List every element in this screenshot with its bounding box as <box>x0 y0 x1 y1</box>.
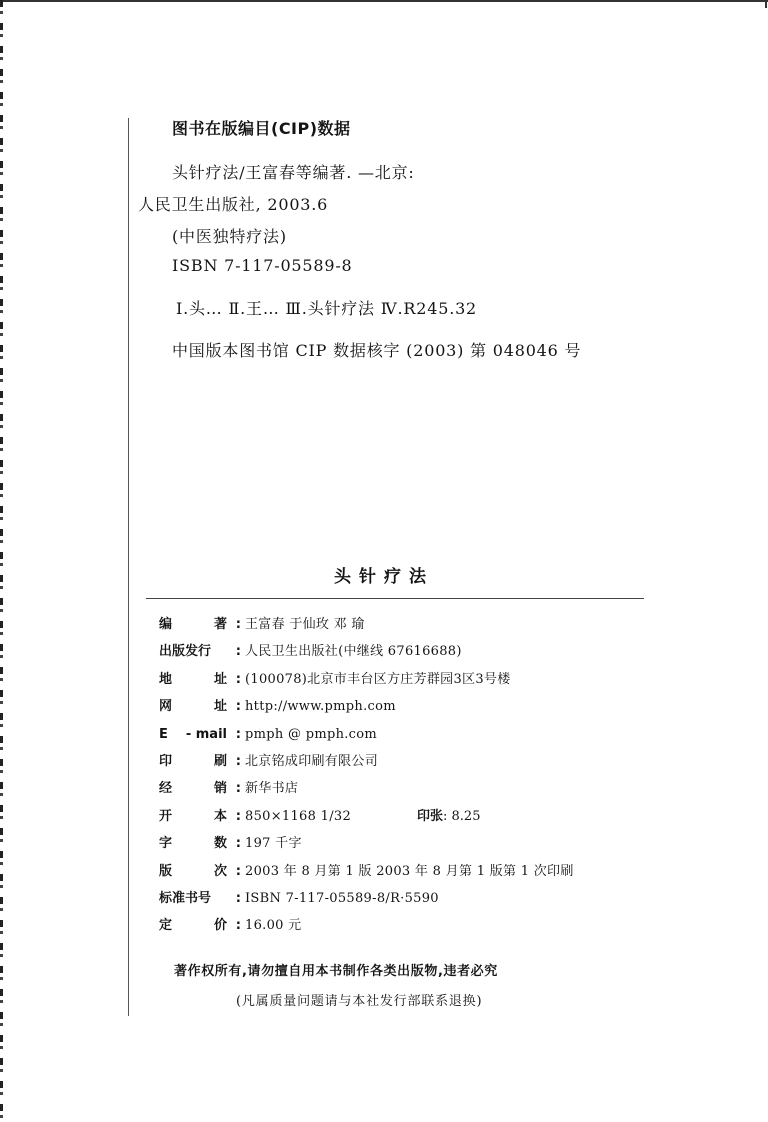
imprint-row-value: 人民卫生出版社(中继线 67616688) <box>245 644 462 660</box>
imprint-row-value: 197 千字 <box>245 836 302 852</box>
imprint-extra <box>417 808 480 826</box>
imprint-row <box>159 616 659 643</box>
imprint-label-part: 印 <box>159 753 173 769</box>
imprint-label-part: 版 <box>159 863 173 879</box>
cip-line-title-author: 头针疗法/王富春等编著. —北京: <box>172 163 415 182</box>
imprint-label-part: 编 <box>159 617 173 632</box>
label-colon: : <box>235 918 241 934</box>
imprint-row <box>159 890 659 917</box>
cip-line-series: (中医独特疗法) <box>172 227 287 246</box>
imprint-label-part: 址 <box>213 671 227 687</box>
imprint-row <box>159 726 659 753</box>
label-colon: : <box>235 617 241 632</box>
imprint-label-part: - mail <box>185 726 227 742</box>
imprint-info-table <box>159 616 659 945</box>
imprint-row <box>159 808 659 835</box>
imprint-extra-value: 8.25 <box>451 808 481 824</box>
label-colon: : <box>235 671 241 687</box>
imprint-row-value: 16.00 元 <box>245 918 302 934</box>
cip-line-verification: 中国版本图书馆 CIP 数据核字 (2003) 第 048046 号 <box>172 341 582 360</box>
label-colon: : <box>235 781 241 797</box>
imprint-label-part: E <box>159 726 168 742</box>
page-top-edge <box>0 0 768 2</box>
imprint-label-part: 数 <box>213 836 227 852</box>
imprint-row <box>159 753 659 780</box>
imprint-label-part: 价 <box>213 918 227 934</box>
label-colon: : <box>235 808 241 824</box>
imprint-row-value: (100078)北京市丰台区方庄芳群园3区3号楼 <box>245 671 511 687</box>
imprint-row-value: ISBN 7-117-05589-8/R·5590 <box>245 890 439 906</box>
imprint-row-value: pmph @ pmph.com <box>245 726 378 742</box>
return-notice: (凡属质量问题请与本社发行部联系退换) <box>236 994 483 1009</box>
imprint-row-value: 北京铭成印刷有限公司 <box>245 753 379 769</box>
label-colon: : <box>235 836 241 852</box>
label-colon: : <box>235 753 241 769</box>
book-title: 头针疗法 <box>334 567 434 587</box>
label-colon: : <box>235 726 241 742</box>
imprint-label-part: 销 <box>213 781 227 797</box>
cip-line-isbn: ISBN 7-117-05589-8 <box>172 256 353 275</box>
copyright-statement: 著作权所有,请勿擅自用本书制作各类出版物,违者必究 <box>174 964 498 979</box>
label-colon: : <box>235 890 241 906</box>
page-left-edge <box>0 0 3 1122</box>
imprint-row <box>159 863 659 890</box>
cip-line-classification: Ⅰ.头… Ⅱ.王… Ⅲ.头针疗法 Ⅳ.R245.32 <box>176 299 478 318</box>
imprint-row-value: 2003 年 8 月第 1 版 2003 年 8 月第 1 版第 1 次印刷 <box>245 863 574 879</box>
imprint-label-part: 字 <box>159 836 173 852</box>
imprint-row <box>159 917 659 944</box>
imprint-row-value: 王富春 于仙玫 邓 瑜 <box>245 617 365 632</box>
label-colon: : <box>235 863 241 879</box>
imprint-extra-label: 印张 <box>417 808 444 824</box>
imprint-row <box>159 643 659 670</box>
imprint-label-text: 出版发行 <box>159 644 212 660</box>
imprint-row <box>159 835 659 862</box>
imprint-label-part: 定 <box>159 918 173 934</box>
cip-title: 图书在版编目(CIP)数据 <box>172 119 351 138</box>
imprint-label-part: 地 <box>159 671 173 687</box>
page-right-edge <box>765 0 767 8</box>
imprint-label-part: 网 <box>159 699 173 715</box>
imprint-row <box>159 671 659 698</box>
imprint-row <box>159 698 659 725</box>
imprint-label-part: 次 <box>213 863 227 879</box>
title-rule <box>146 598 644 599</box>
label-colon: : <box>235 644 241 660</box>
label-colon: : <box>235 699 241 715</box>
imprint-row <box>159 780 659 807</box>
imprint-label-part: 开 <box>159 808 173 824</box>
imprint-label-part: 址 <box>213 699 227 715</box>
imprint-row-value: 新华书店 <box>245 781 299 797</box>
cip-line-publisher: 人民卫生出版社, 2003.6 <box>138 195 329 214</box>
imprint-row-value: http://www.pmph.com <box>245 699 396 715</box>
imprint-row-value: 850×1168 1/32 <box>245 808 352 824</box>
imprint-label-part: 著 <box>213 617 227 632</box>
imprint-label-part: 刷 <box>213 753 227 769</box>
label-colon: : <box>443 808 452 824</box>
imprint-label-part: 本 <box>213 808 227 824</box>
imprint-label-part: 经 <box>159 781 173 797</box>
imprint-label-text: 标准书号 <box>159 890 212 906</box>
